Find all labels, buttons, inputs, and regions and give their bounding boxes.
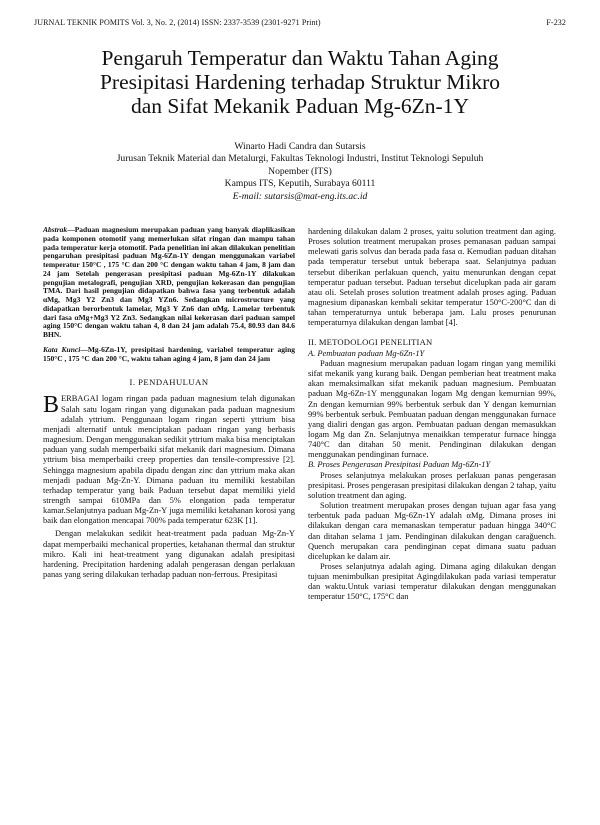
body-paragraph: hardening dilakukan dalam 2 proses, yaitu solution treatment dan aging. Proses solution treatment merupakan proses pemanasan paduan sampai melewati garis solvus dan berada pada fasa α. Kemudian paduan ditahan pada temperatur tersebut untuk beberapa saat. Selanjutnya paduan tersebut diberikan perlakuan quench, yaitu menurunkan dengan cepat temperatur paduan tersebut. Paduan tersebut dicelupkan pada air garam atau oli. Setelah proses solution treatment adalah proses aging. Paduan magnesium dipanaskan kembali sekitar temperatur 150°C-200°C dan di tahan temperaturnya untuk beberapa jam. Lalu proses penurunan temperaturnya dilakukan dengan lambat [4]. — [308, 226, 556, 328]
section-heading: II. METODOLOGI PENELITIAN — [308, 336, 433, 347]
journal-info: JURNAL TEKNIK POMITS Vol. 3, No. 2, (2014) ISSN: 2337-3539 (2301-9271 Print) — [34, 18, 321, 27]
intro-paragraph — [43, 393, 295, 525]
intro-text: ERBAGAI logam ringan pada paduan magnesium telah digunakan Salah satu logam ringan yang digunakan pada paduan magnesium adalah yttrium. Penggunaan logam ringan seperti yttrium bisa menjadi alternatif untuk menciptakan paduan ringan yang berbasis magnesium. Dengan menggunakan sedikit yttrium maka bisa menciptakan paduan yang sudah memperbaiki sifat mekanik dari magnesium. Dimana yttrium bisa memperbaiki creep properties dan tensile-compressive [2]. Sehingga magnesium apabila dipadu dengan zinc dan yttrium maka akan menjadi paduan Mg-Zn-Y. Dimana paduan itu memiliki kestabilan terhadap temperatur yang baik Paduan tersebut dapat memiliki yield strength sampai 610MPa dan 5% elongation pada temperatur kamar.Selanjutnya paduan Mg-Zn-Y juga memiliki ketahanan korosi yang baik dan elongation mencapai 700% pada temperatur 623K [1]. — [43, 393, 295, 526]
body-paragraph: Dengan melakukan sedikit heat-treatment pada paduan Mg-Zn-Y dapat memperbaiki mechanical properties, ketahanan thermal dan struktur mikro. Kali ini heat-treatment yang digunakan adalah presipitasi hardening. Precipitation hardening adalah pengerasan dengan perlakuan panas yang sering dilakukan terhadap paduan non-ferrous. Presipitasi — [43, 528, 295, 580]
drop-cap: B — [43, 392, 60, 419]
right-column — [308, 226, 556, 602]
keywords-text: —Mg-6Zn-1Y, presipitasi hardening, variabel temperatur aging 150°C , 175 °C dan 200 °C, waktu tahan aging 4 jam, 8 jam dan 24 jam — [43, 344, 295, 363]
address: Kampus ITS, Keputih, Surabaya 60111 — [224, 178, 376, 190]
paper-title — [50, 46, 550, 118]
running-header — [34, 18, 566, 30]
body-paragraph: Solution treatment merupakan proses dengan tujuan agar fasa yang terbentuk pada paduan Mg-6Zn-1Y adalah αMg. Dimana proses ini dilakukan dengan cara memanaskan temperatur paduan hingga 340°C dan ditahan selama 1 jam. Pendinginan dilakukan dengan carağuench. Quench merupakan cara pendinginan cepat dimana suatu paduan dicelupkan ke dalam air. — [308, 500, 556, 561]
subsection-heading: B. Proses Pengerasan Presipitasi Paduan Mg-6Zn-1Y — [308, 459, 491, 470]
title-line: dan Sifat Mekanik Paduan Mg-6Zn-1Y — [131, 94, 469, 118]
affiliation: Nopember (ITS) — [268, 165, 332, 177]
author-block — [60, 141, 540, 203]
left-column — [43, 226, 295, 579]
abstract-lead: Abstrak — [43, 225, 68, 234]
author-names: Winarto Hadi Candra dan Sutarsis — [234, 141, 366, 152]
body-paragraph: Paduan magnesium merupakan paduan logam ringan yang memiliki sifat mekanik yang kurang baik. Dengan pemberian heat treatment maka akan memaksimalkan sifat mekanik paduan magnesium. Pembuatan paduan Mg-6Zn-1Y menggunakan logam Mg dengan kemurnian 99%, Zn dengan kemurnian 99% berbentuk serbuk dan Y dengan kemurnian 99% berbentuk serbuk. Pembuatan paduan dengan menggunakan furnace yang dialiri dengan gas argon. Pembuatan paduan dengan memasukkan logam Mg dan Zn. Selanjutnya menaikkan temperatur furnace hingga 740°C dan ditahan 50 menit. Pendinginan dilakukan dengan menggunakan pendinginan furnace. — [308, 357, 556, 460]
abstract-text: —Paduan magnesium merupakan paduan yang banyak diaplikasikan pada komponen otomotif yang memerlukan sifat ringan dan mampu tahan pada temperatur kerja otomotif. Pada penelitian ini akan dilakukan penelitian pengaruhan presipitasi paduan Mg-6Zn-1Y dengan menggunakan variabel temperatur 150°C , 175 °C dan 200 °C dengan waktu tahan 4 jam, 8 jam dan 24 jam Setelah pengerasan presipitasi paduan Mg-6Zn-1Y dilakukan pengujian metalografi, pengujian XRD, pengujian kekerasan dan pengujian TMA. Dari hasil pengujian didapatkan bahwa fasa yang terbentuk adalah αMg, Mg3 Y2 Zn3 dan Mg3 YZn6. Sedangkan microstructure yang didapatkan berorbentuk lamelar, Mg3 Y Zn6 dan αMg. Lamelar terbentuk dari fasa αMg+Mg3 Y2 Zn3. Sedangkan nilai kekerasan dari paduan sampel aging 150°C dengan waktu tahan 4, 8 dan 24 jam adalah 75.4, 80.93 dan 84.6 BHN. — [43, 225, 295, 339]
page-number: F-232 — [546, 18, 566, 27]
body-paragraph: Proses selanjutnya adalah aging. Dimana aging dilakukan dengan tujuan menimbulkan presipitat Agingdilakukan pada variasi temperatur dan waktu.Untuk variasi temperatur dilakukan dengan menggunakan temperatur 150°C, 175°C dan — [308, 561, 556, 602]
body-paragraph: Proses selanjutnya melakukan proses perlakuan panas pengerasan presipitasi. Proses pengerasan presipitasi dilakukan dengan 2 tahap, yaitu solution treatment dan aging. — [308, 469, 556, 500]
subsection-heading: A. Pembuatan paduan Mg-6Zn-1Y — [308, 347, 425, 358]
title-line: Pengaruh Temperatur dan Waktu Tahan Aging — [101, 46, 499, 70]
affiliation: Jurusan Teknik Material dan Metalurgi, Fakultas Teknologi Industri, Institut Teknologi Sepuluh — [116, 153, 484, 165]
section-heading: I. PENDAHULUAN — [129, 377, 209, 388]
keywords — [43, 346, 295, 364]
keywords-lead: Kata Kunci — [43, 344, 81, 354]
title-line: Presipitasi Hardening terhadap Struktur Mikro — [99, 70, 501, 94]
abstract — [43, 226, 295, 340]
author-email: E-mail: sutarsis@mat-eng.its.ac.id — [232, 190, 368, 202]
